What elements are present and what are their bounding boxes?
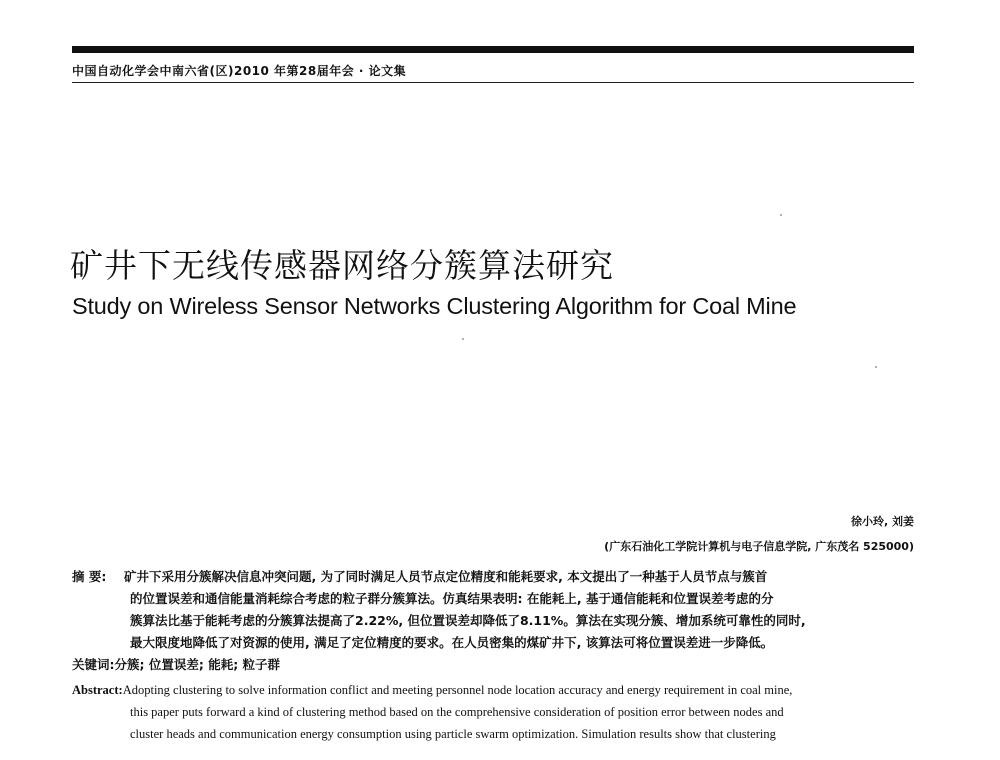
- header-rule: [72, 82, 914, 83]
- keywords-label: 关键词:: [72, 657, 115, 672]
- paper-title-english: Study on Wireless Sensor Networks Clustering Algorithm for Coal Mine: [72, 293, 797, 319]
- abstract-en-line: [72, 679, 914, 701]
- paper-title-chinese: 矿井下无线传感器网络分簇算法研究: [70, 246, 614, 285]
- abstract-cn-line: 最大限度地降低了对资源的使用, 满足了定位精度的要求。在人员密集的煤矿井下, 该算法可将位置误差进一步降低。: [130, 635, 774, 650]
- abstract-cn-label: 摘 要:: [72, 569, 107, 584]
- header-top-bar: [72, 46, 914, 53]
- affiliation: (广东石油化工学院计算机与电子信息学院, 广东茂名 525000): [604, 540, 914, 553]
- abstract-chinese: [72, 566, 914, 654]
- abstract-cn-line: 的位置误差和通信能量消耗综合考虑的粒子群分簇算法。仿真结果表明: 在能耗上, 基于通信能耗和位置误差考虑的分: [130, 591, 774, 606]
- abstract-en-line: this paper puts forward a kind of clustering method based on the comprehensive consideration of position error between nodes and: [130, 705, 784, 719]
- abstract-english: [72, 679, 914, 745]
- conference-header: 中国自动化学会中南六省(区)2010 年第28届年会 · 论文集: [72, 64, 407, 78]
- abstract-cn-line: 矿井下采用分簇解决信息冲突问题, 为了同时满足人员节点定位精度和能耗要求, 本文提出了一种基于人员节点与簇首: [124, 569, 768, 584]
- abstract-cn-line: 簇算法比基于能耗考虑的分簇算法提高了2.22%, 但位置误差却降低了8.11%。算法在实现分簇、增加系统可靠性的同时,: [130, 613, 806, 628]
- keywords-text: 分簇; 位置误差; 能耗; 粒子群: [114, 657, 281, 672]
- abstract-en-label: Abstract:: [72, 683, 123, 697]
- scan-speck: [780, 214, 782, 216]
- abstract-en-line-text: Adopting clustering to solve information conflict and meeting personnel node location accuracy and energy requirement in coal mine,: [122, 683, 793, 697]
- scan-speck: [875, 366, 877, 368]
- keywords: [72, 655, 280, 673]
- scan-speck: [462, 338, 464, 340]
- authors: 徐小玲, 刘姜: [850, 515, 914, 528]
- abstract-en-line: cluster heads and communication energy consumption using particle swarm optimization. Simulation results show that clustering: [130, 727, 776, 741]
